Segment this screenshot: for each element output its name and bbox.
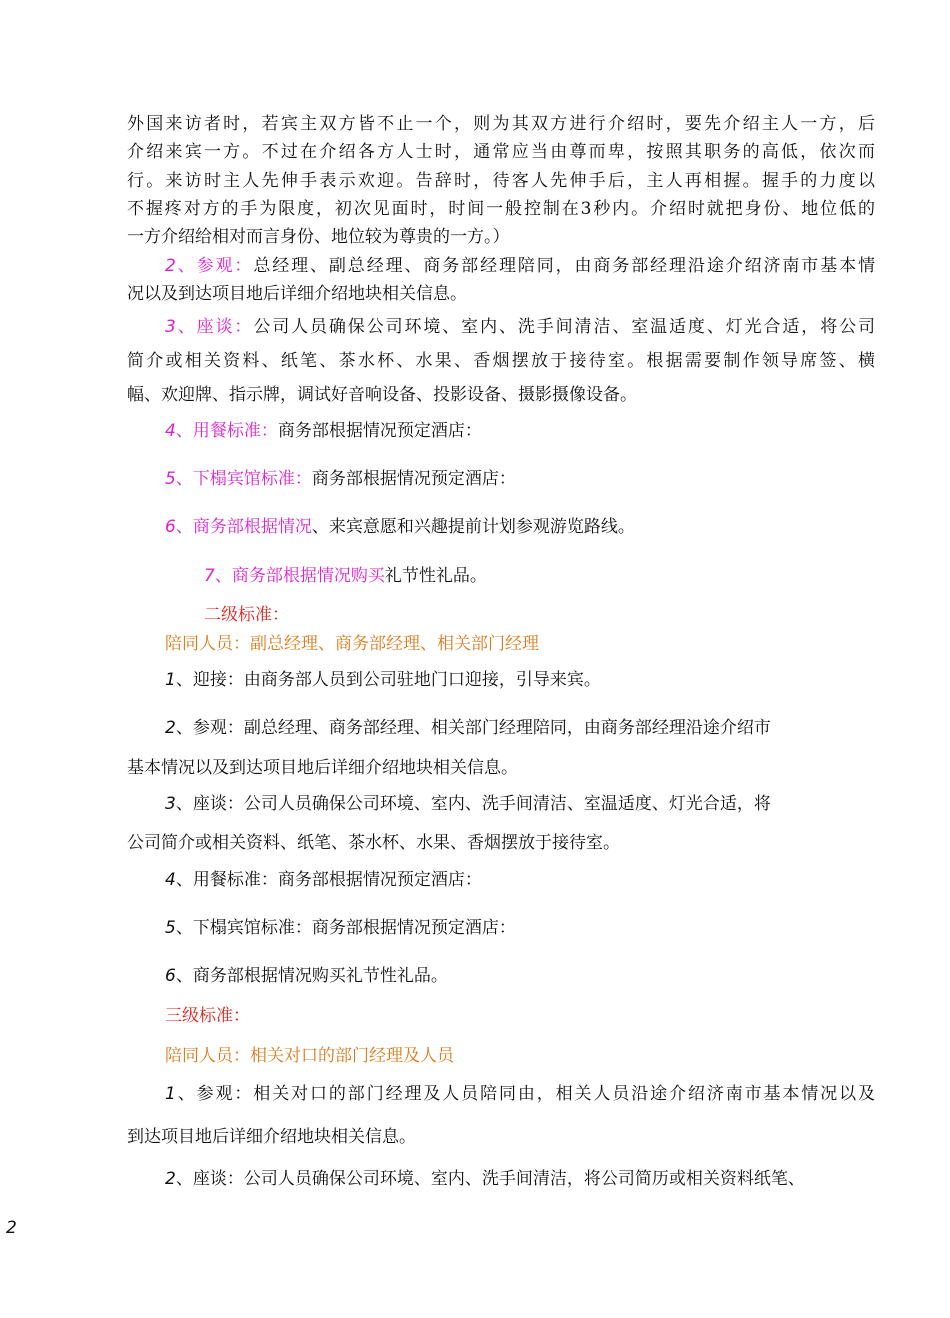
item-label: 、参观： bbox=[175, 256, 254, 276]
intro-line: 外国来访者时，若宾主双方皆不止一个，则为其双方进行介绍时，要先介绍主人一方，后 bbox=[127, 114, 875, 134]
level1-item-4 bbox=[165, 421, 482, 441]
level2-item-6 bbox=[165, 966, 448, 986]
item-text: 、参观：相关对口的部门经理及人员陪同由，相关人员沿途介绍济南市基本情况以及 bbox=[175, 1084, 875, 1104]
item-text: 、参观：副总经理、商务部经理、相关部门经理陪同，由商务部经理沿途介绍市 bbox=[175, 718, 771, 738]
page-number: 2 bbox=[6, 1218, 17, 1238]
item-number: 7 bbox=[204, 566, 215, 586]
level3-item-2 bbox=[165, 1169, 805, 1189]
item-number: 1 bbox=[165, 1084, 176, 1104]
level2-item-3-cont: 公司简介或相关资料、纸笔、茶水杯、水果、香烟摆放于接待室。 bbox=[127, 833, 620, 853]
item-label: 、商务部根据情况购买 bbox=[214, 566, 385, 586]
level1-item-7 bbox=[204, 566, 487, 586]
level2-heading: 二级标准： bbox=[204, 605, 289, 625]
intro-line: 不握疼对方的手为限度，初次见面时，时间一般控制在3秒内。介绍时就把身份、地位低的 bbox=[127, 199, 875, 219]
level2-item-2-cont: 基本情况以及到达项目地后详细介绍地块相关信息。 bbox=[127, 758, 518, 778]
item-number: 1 bbox=[165, 670, 176, 690]
item-number: 3 bbox=[165, 794, 176, 814]
level2-companions: 陪同人员：副总经理、商务部经理、相关部门经理 bbox=[165, 634, 539, 654]
level1-item-3-cont: 简介或相关资料、纸笔、茶水杯、水果、香烟摆放于接待室。根据需要制作领导席签、横 bbox=[127, 351, 875, 371]
item-text: 、用餐标准：商务部根据情况预定酒店： bbox=[175, 870, 482, 890]
item-text: 礼节性礼品。 bbox=[384, 566, 487, 586]
item-label: 、下榻宾馆标准： bbox=[175, 469, 312, 489]
level3-item-1-cont: 到达项目地后详细介绍地块相关信息。 bbox=[127, 1127, 416, 1147]
item-text: 、商务部根据情况购买礼节性礼品。 bbox=[175, 966, 448, 986]
item-text: 、下榻宾馆标准：商务部根据情况预定酒店： bbox=[175, 918, 516, 938]
level1-item-3-cont: 幅、欢迎牌、指示牌，调试好音响设备、投影设备、摄影摄像设备。 bbox=[127, 385, 637, 405]
item-label: 、商务部根据情况 bbox=[175, 517, 312, 537]
item-number: 2 bbox=[165, 256, 176, 276]
level1-item-3 bbox=[165, 317, 875, 337]
level3-companions: 陪同人员：相关对口的部门经理及人员 bbox=[165, 1046, 454, 1066]
item-number: 5 bbox=[165, 918, 176, 938]
level1-item-6 bbox=[165, 517, 635, 537]
level2-item-4 bbox=[165, 870, 482, 890]
item-label: 、座谈： bbox=[175, 317, 254, 337]
item-text: 、座谈：公司人员确保公司环境、室内、洗手间清洁、室温适度、灯光合适，将 bbox=[175, 794, 771, 814]
item-text: 商务部根据情况预定酒店： bbox=[277, 421, 482, 441]
item-number: 2 bbox=[165, 1169, 176, 1189]
item-number: 6 bbox=[165, 966, 176, 986]
item-number: 6 bbox=[165, 517, 176, 537]
item-number: 4 bbox=[165, 421, 176, 441]
item-number: 5 bbox=[165, 469, 176, 489]
level3-item-1 bbox=[165, 1084, 875, 1104]
item-number: 4 bbox=[165, 870, 176, 890]
level2-item-3 bbox=[165, 794, 771, 814]
item-text: 商务部根据情况预定酒店： bbox=[311, 469, 516, 489]
item-number: 3 bbox=[165, 317, 176, 337]
item-text: 、迎接：由商务部人员到公司驻地门口迎接，引导来宾。 bbox=[175, 670, 601, 690]
intro-line: 介绍来宾一方。不过在介绍各方人士时，通常应当由尊而卑，按照其职务的高低，依次而 bbox=[127, 142, 875, 162]
level2-item-1 bbox=[165, 670, 601, 690]
intro-line: 行。来访时主人先伸手表示欢迎。告辞时，待客人先伸手后，主人再相握。握手的力度以 bbox=[127, 171, 875, 191]
level2-item-5 bbox=[165, 918, 516, 938]
level2-item-2 bbox=[165, 718, 771, 738]
item-label: 、用餐标准： bbox=[175, 421, 278, 441]
intro-line: 一方介绍给相对而言身份、地位较为尊贵的一方。） bbox=[127, 227, 510, 247]
item-text: 总经理、副总经理、商务部经理陪同，由商务部经理沿途介绍济南市基本情 bbox=[253, 256, 875, 276]
level3-heading: 三级标准： bbox=[165, 1006, 250, 1026]
item-text: 、座谈：公司人员确保公司环境、室内、洗手间清洁，将公司简历或相关资料纸笔、 bbox=[175, 1169, 805, 1189]
item-text: 、来宾意愿和兴趣提前计划参观游览路线。 bbox=[311, 517, 635, 537]
level1-item-2 bbox=[165, 256, 875, 276]
item-number: 2 bbox=[165, 718, 176, 738]
level1-item-2-cont: 况以及到达项目地后详细介绍地块相关信息。 bbox=[127, 284, 467, 304]
item-text: 公司人员确保公司环境、室内、洗手间清洁、室温适度、灯光合适，将公司 bbox=[253, 317, 875, 337]
level1-item-5 bbox=[165, 469, 516, 489]
